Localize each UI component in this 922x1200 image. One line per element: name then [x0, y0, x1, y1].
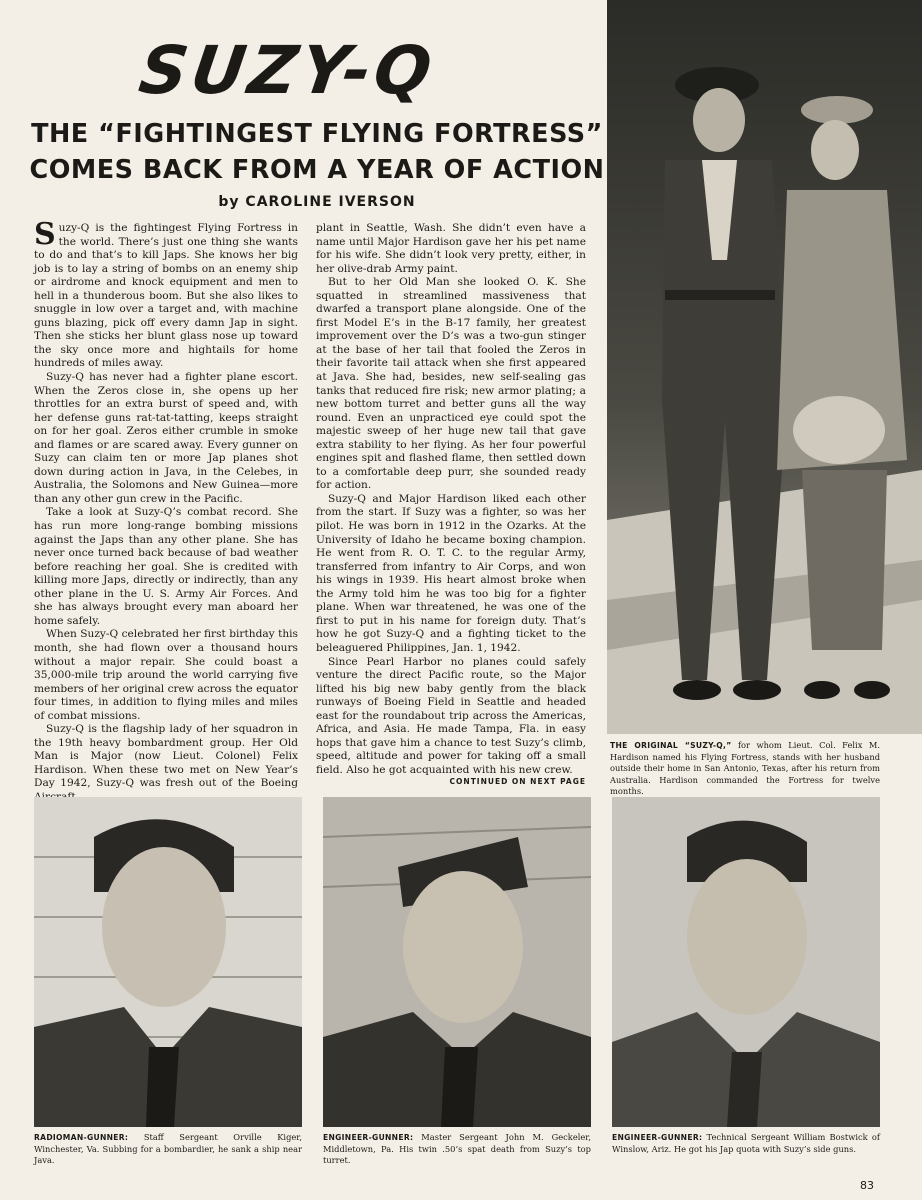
masthead-text: SUZY-Q: [134, 32, 441, 109]
article-paragraph: Since Pearl Harbor no planes could safely venture the direct Pacific route, so the Major lifted his big new baby gently from the black runways of Boeing Field in Seattle and headed east for the roundabout trip across the Americas, Africa, and Asia. He made Tampa, Fla. in easy hops that gave him a chance to test Suzy’s climb, speed, altitude and power for taking off a small field. Also he got acquainted with his new crew.: [316, 655, 586, 776]
kiger-caption: [34, 1132, 302, 1167]
bostwick-portrait-photo: [612, 797, 880, 1127]
caption-lead: ENGINEER-GUNNER:: [323, 1133, 414, 1142]
article-column-right: [316, 222, 586, 777]
caption-lead: ENGINEER-GUNNER:: [612, 1133, 703, 1142]
article-paragraph: [34, 217, 298, 371]
paragraph-text: uzy-Q is the fightingest Flying Fortress in the world. There’s just one thing she wants to do and that’s to kill Japs. She knows her big job is to lay a string of bombs on an enemy ship or airdrome and knock equipment and men to hell in a thunderous boom. But she also likes to snuggle in low over a target and, with machine guns blazing, pick off every damn Jap in sight. Then she sticks her blunt glass nose up toward the sky once more and hightails for home hundreds of miles away.: [34, 222, 298, 370]
headline: [28, 116, 606, 188]
byline: by CAROLINE IVERSON: [218, 194, 416, 210]
article-paragraph: When Suzy-Q celebrated her first birthday this month, she had flown over a thousand hours without a major repair. She could boast a 35,000-mile trip around the world carrying five members of her original crew across the equator four times, in addition to flying miles and miles of combat missions.: [34, 628, 298, 722]
article-paragraph: Suzy-Q has never had a fighter plane escort. When the Zeros close in, she opens up her throttles for an extra burst of speed and, with her defense guns rat-tat-tatting, keeps straight on for her goal. Zeros either crumble in smoke and flames or are scared away. Every gunner on Suzy can claim ten or more Jap planes shot down during action in Java, in the Celebes, in Australia, the Solomons and New Guinea—more than any other gun crew in the Pacific.: [34, 371, 298, 505]
article-paragraph: Suzy-Q and Major Hardison liked each other from the start. If Suzy was a fighter, so was her pilot. He was born in 1912 in the Ozarks. At the University of Idaho he became boxing champion. He went from R. O. T. C. to the regular Army, transferred from infantry to Air Corps, and won his wings in 1939. His heart almost broke when the Army told him he was too big for a fighter plane. When war threatened, he was one of the first to put in his name for foreign duty. That’s how he got Suzy-Q and a fighting ticket to the beleaguered Philippines, Jan. 1, 1942.: [316, 492, 586, 654]
bostwick-caption: [612, 1132, 880, 1155]
article-column-left: [34, 217, 298, 805]
article-paragraph: Suzy-Q is the flagship lady of her squadron in the 19th heavy bombardment group. Her Old Man is Major (now Lieut. Colonel) Felix Hardison. When these two met on New Year’s Day 1942, Suzy-Q was fresh out of the Boeing: [34, 723, 298, 790]
caption-lead: THE ORIGINAL “SUZY-Q,”: [610, 741, 732, 750]
couple-photo-caption: [610, 740, 880, 798]
headline-line-2: COMES BACK FROM A YEAR OF ACTION: [29, 155, 605, 185]
couple-photo: [607, 0, 922, 734]
caption-text: Master Sergeant John M. Geckeler, Middletown, Pa. His twin .50’s spat death from Suzy’s top turret.: [323, 1132, 591, 1166]
continued-note: CONTINUED ON NEXT PAGE: [449, 777, 586, 786]
kiger-portrait-photo: [34, 797, 302, 1127]
article-paragraph: plant in Seattle, Wash. She didn’t even have a name until Major Hardison gave her his pet name for his wife. She didn’t look very pretty, either, in her olive-drab Army paint.: [316, 222, 586, 275]
caption-text: Staff Sergeant Orville Kiger, Winchester, Va. Subbing for a bombardier, he sank a ship near Java.: [34, 1132, 302, 1166]
article-paragraph: Take a look at Suzy-Q’s combat record. She has run more long-range bombing missions against the Japs than any other plane. She has never once turned back because of bad weather before reaching her goal. She is credited with killing more Japs, directly or indirectly, than any other plane in the U. S. Army Air Forces. And she has always brought every man aboard her home safely.: [34, 506, 298, 627]
geckeler-caption: [323, 1132, 591, 1167]
caption-text: Technical Sergeant William Bostwick of Winslow, Ariz. He got his Jap quota with Suzy’s side guns.: [612, 1132, 880, 1154]
page-number: 83: [860, 1179, 874, 1192]
article-paragraph: But to her Old Man she looked O. K. She squatted in streamlined massiveness that dwarfed a transport plane alongside. One of the first Model E’s in the B-17 family, her greatest improvement over the D’s was a two-gun stinger at the base of her tail that fooled the Zeros in their favorite tail attack when she first appeared at Java. She had, besides, new self-sealing gas tanks that reduced fire risk; new armor plating; a new bottom turret and better guns all the way round. Even an unpracticed eye could spot the majestic sweep of her huge new tail that gave extra stability to her flying. As her four powerful engines spit and flashed flame, then settled down to a comfortable deep purr, she sounded ready for action.: [316, 276, 586, 492]
drop-cap: S: [34, 217, 56, 252]
masthead-title: [134, 32, 560, 109]
caption-lead: RADIOMAN-GUNNER:: [34, 1133, 129, 1142]
geckeler-portrait-photo: [323, 797, 591, 1127]
caption-text: for whom Lieut. Col. Felix M. Hardison named his Flying Fortress, stands with her husband outside their home in San Antonio, Texas, after his return from Australia. Hardison commanded the Fortress for twelve months.: [610, 740, 880, 797]
headline-line-1: THE “FIGHTINGEST FLYING FORTRESS”: [31, 119, 603, 149]
